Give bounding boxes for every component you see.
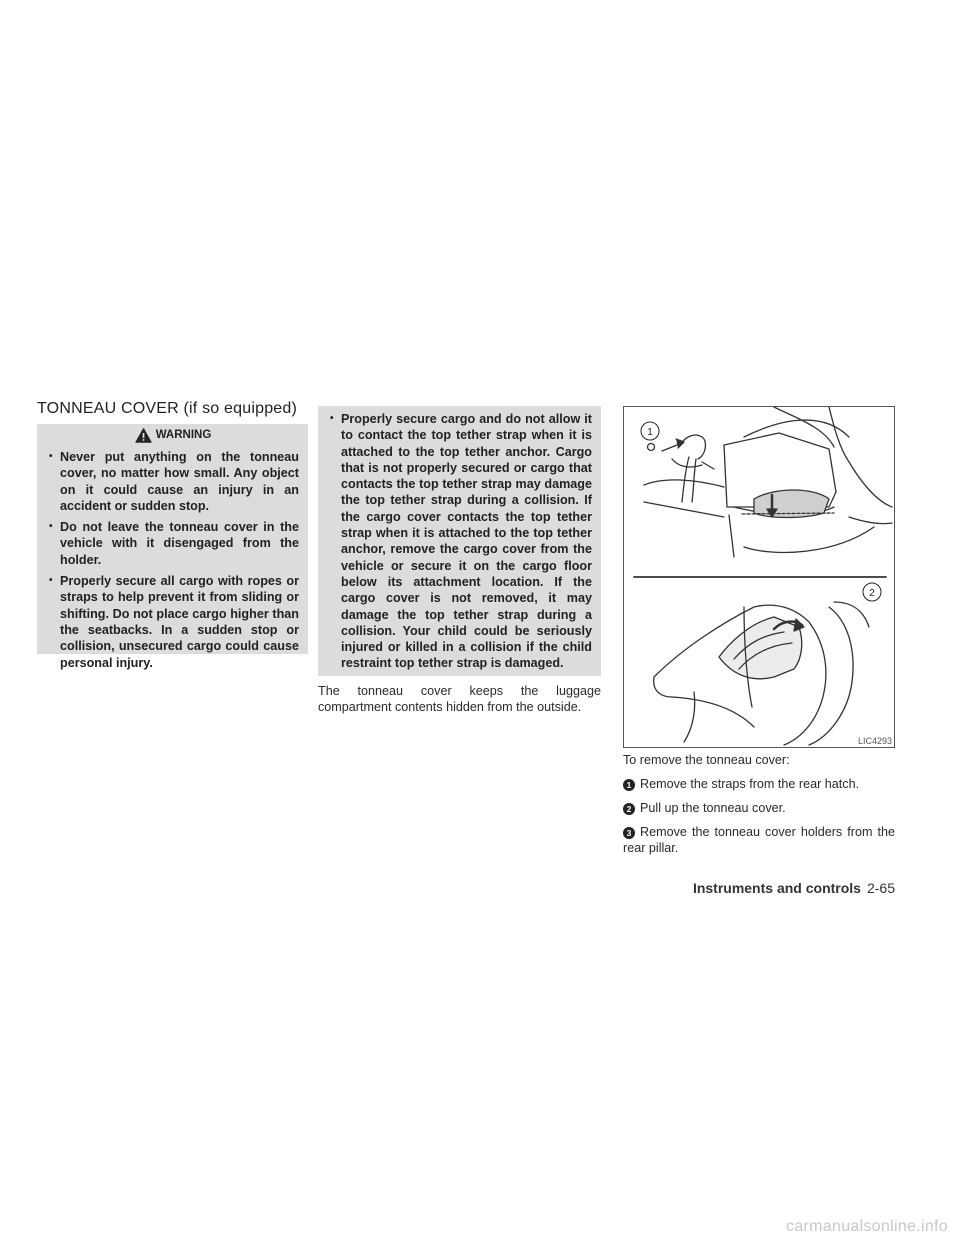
step-number-badge: 2 [623,803,635,815]
step-text: Remove the straps from the rear hatch. [640,777,860,791]
warning-item: • Properly secure cargo and do not allow it to contact the top tether strap when it is attached to the top tether anchor. Cargo that is not properly secured or cargo that contacts the top tether strap may damage the top tether strap during a collision. If the cargo cover contacts the top tether strap when it is attached to the top tether anchor, remove the cargo cover from the vehicle or secure it on the cargo floor below its attachment location. If the cargo cover is not removed, it may damage the top tether strap during a collision. Your child could be seriously injured or killed in a collision if the child restraint top tether strap is damaged. [328,411,592,672]
step-text: Remove the tonneau cover holders from the rear pillar. [623,825,895,855]
step-item [623,776,895,792]
callout-2-label: 2 [869,588,875,599]
step-text: Pull up the tonneau cover. [640,801,786,815]
steps-lead: To remove the tonneau cover: [623,753,790,767]
step-item [623,800,895,816]
page-footer [693,880,895,896]
warning-box-continued [318,406,601,676]
warning-triangle-icon [135,428,152,443]
figure-code: LIC4293 [857,736,892,746]
callout-1-label: 1 [647,427,653,438]
intro-paragraph: The tonneau cover keeps the luggage compartment contents hidden from the outside. [318,684,601,715]
step-item [623,824,895,856]
warning-list [328,411,592,672]
page-number: 2-65 [866,880,895,896]
step-number-badge: 3 [623,827,635,839]
warning-item: • Never put anything on the tonneau cover, no matter how small. Any object on it could cause an injury in an accident or sudden stop. [47,449,299,514]
warning-item: • Do not leave the tonneau cover in the vehicle with it disengaged from the holder. [47,519,299,568]
watermark: carmanualsonline.info [786,1218,948,1235]
step-number-badge: 1 [623,779,635,791]
warning-heading: WARNING [155,429,212,441]
warning-list [47,449,299,671]
illustration-art [624,407,894,747]
warning-box [37,424,308,670]
warning-item: • Properly secure all cargo with ropes or straps to help prevent it from sliding or shifting. Do not place cargo higher than the seatbacks. In a sudden stop or collision, unsecured cargo could cause personal injury. [47,573,299,671]
section-title: TONNEAU COVER (if so equipped) [37,400,298,417]
tonneau-cover-illustration [623,406,895,748]
chapter-title: Instruments and controls [692,880,861,896]
warning-header [47,424,299,446]
